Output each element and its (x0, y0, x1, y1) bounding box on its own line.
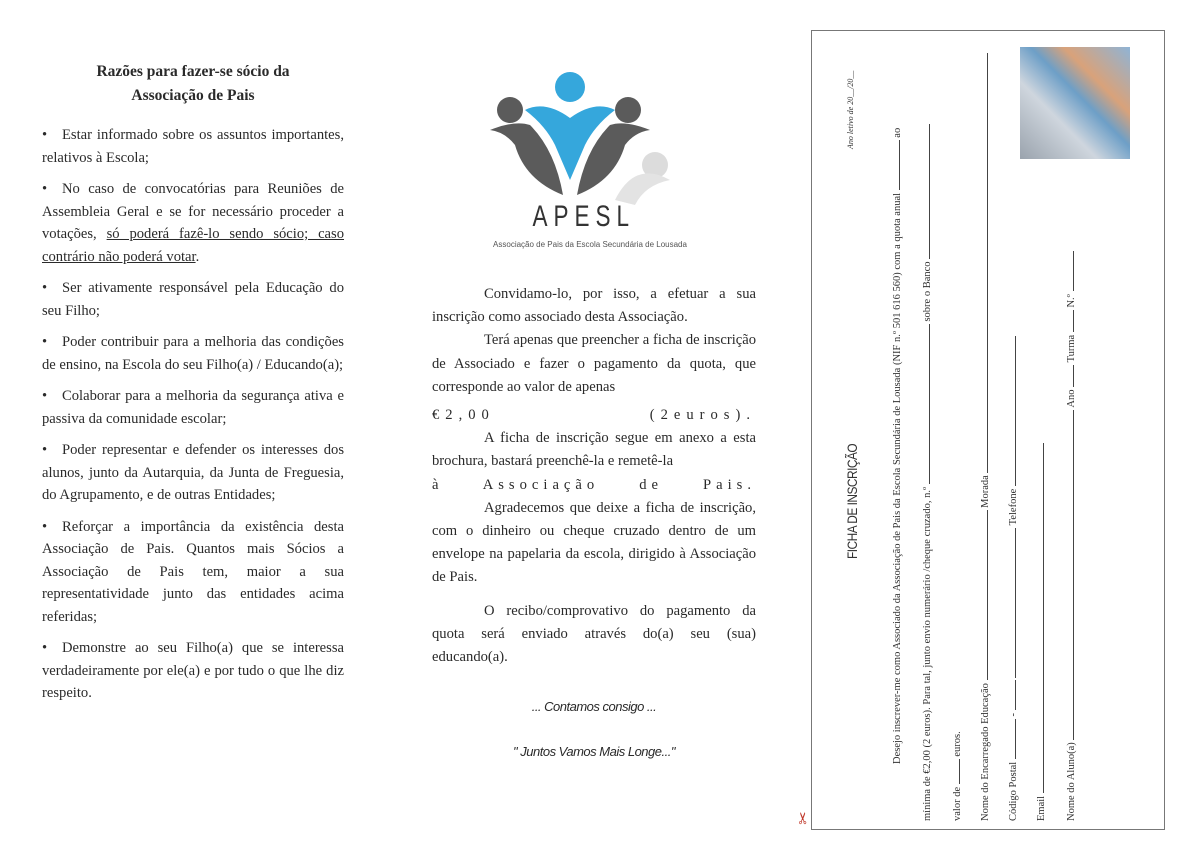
reason-item: • Demonstre ao seu Filho(a) que se interessa verdadeiramente por ele(a) e por tudo o que lhe diz respeito. (42, 637, 344, 705)
locality-field[interactable] (1006, 528, 1016, 678)
bullet-icon: • (42, 442, 48, 458)
year-field[interactable] (1064, 365, 1074, 387)
paragraph: Convidamo-lo, por isso, a efetuar a sua inscrição como associado desta Associação. (432, 286, 756, 326)
logo-subtitle: Associação de Pais da Escola Secundária de Lousada (493, 240, 687, 249)
bullet-icon: • (42, 280, 48, 296)
form-line: valor de euros. (952, 731, 963, 821)
postal-code-field[interactable] (1006, 719, 1016, 759)
paragraph: O recibo/comprovativo do pagamento da quota será enviado através do(a) seu (sua) educando(a). (432, 602, 756, 666)
form-line: mínima de €2,00 (2 euros). Para tal, junto envio numerário /cheque cruzado, n.º sobre o Banco (920, 124, 933, 821)
cheque-number-field[interactable] (920, 324, 930, 484)
scissors-icon: ✂ (795, 811, 813, 825)
closing-line: ... Contamos consigo ... (531, 699, 657, 715)
form-line: Nome do Aluno(a) Ano Turma N.º (1064, 251, 1077, 821)
reason-item: • Reforçar a importância da existência desta Associação de Pais. Quantos mais Sócios a Associação de Pais tem, maior a sua representatividade junto das entidades acima referidas; (42, 516, 344, 629)
address-field[interactable] (978, 53, 988, 473)
registration-form (811, 30, 1165, 830)
reason-item: • Poder representar e defender os interesses dos alunos, junto da Autarquia, da Junta de Freguesia, do Agrupamento, e de outras Entidades; (42, 439, 344, 507)
bullet-icon: • (42, 127, 48, 143)
phone-field[interactable] (1006, 336, 1016, 486)
form-line: Desejo inscrever-me como Associado da Associação de Pais da Escola Secundária de Lousada (NIF n.º 501 616 560) com a quota anual ao (892, 127, 903, 764)
bullet-icon: • (42, 181, 48, 197)
people-logo-icon (485, 70, 705, 205)
email-field[interactable] (1034, 443, 1044, 793)
reason-item: • Colaborar para a melhoria da segurança ativa e passiva da comunidade escolar; (42, 385, 344, 430)
reason-item: • Poder contribuir para a melhoria das condições de ensino, na Escola do seu Filho(a) / Educando(a); (42, 331, 344, 376)
guardian-name-field[interactable] (978, 510, 988, 680)
paragraph: Terá apenas que preencher a ficha de inscrição de Associado e fazer o pagamento da quota, que corresponde ao valor de apenas (432, 332, 756, 395)
reasons-column (42, 60, 344, 714)
hands-together-photo (1020, 47, 1130, 159)
fee-amount: €2,00 (2euros). (432, 407, 756, 424)
slogan: " Juntos Vamos Mais Longe..." (513, 744, 675, 760)
amount-field[interactable] (950, 759, 960, 784)
paragraph: Agradecemos que deixe a ficha de inscrição, com o dinheiro ou cheque cruzado dentro de um envelope na papelaria da escola, dirigido à Associação de Pais. (432, 499, 756, 586)
form-line: Nome do Encarregado Educação Morada (978, 53, 991, 821)
bank-field[interactable] (920, 124, 930, 259)
bullet-icon: • (42, 640, 48, 656)
student-name-field[interactable] (1064, 410, 1074, 740)
paragraph: A ficha de inscrição segue em anexo a esta brochura, bastará preenchê-la e remetê-la (432, 430, 756, 470)
bullet-icon: • (42, 518, 48, 535)
invitation-column (432, 283, 756, 764)
postal-code-suffix-field[interactable] (1006, 680, 1016, 710)
paragraph-end: à Associação de Pais. (432, 476, 756, 493)
form-line: Email (1034, 443, 1047, 821)
reason-item: • Estar informado sobre os assuntos importantes, relativos à Escola; (42, 124, 344, 169)
student-number-field[interactable] (1064, 251, 1074, 291)
bullet-icon: • (42, 334, 48, 350)
reason-item: • Ser ativamente responsável pela Educação do seu Filho; (42, 277, 344, 322)
fee-field[interactable] (890, 140, 900, 190)
class-field[interactable] (1064, 310, 1074, 332)
reasons-title: Razões para fazer-se sócio da Associação de Pais (96, 63, 290, 104)
form-line: Código Postal - Telefone (1006, 336, 1019, 821)
logo-acronym: APESL (532, 200, 636, 233)
reason-item: • No caso de convocatórias para Reuniões de Assembleia Geral e se for necessário proceder a votações, só poderá fazê-lo sendo sócio; caso contrário não poderá votar. (42, 178, 344, 268)
bullet-icon: • (42, 388, 48, 404)
apesl-logo (485, 70, 705, 260)
form-title: FICHA DE INSCRIÇÃO (844, 443, 860, 559)
school-year: Ano letivo de 20__/20__ (846, 70, 855, 149)
